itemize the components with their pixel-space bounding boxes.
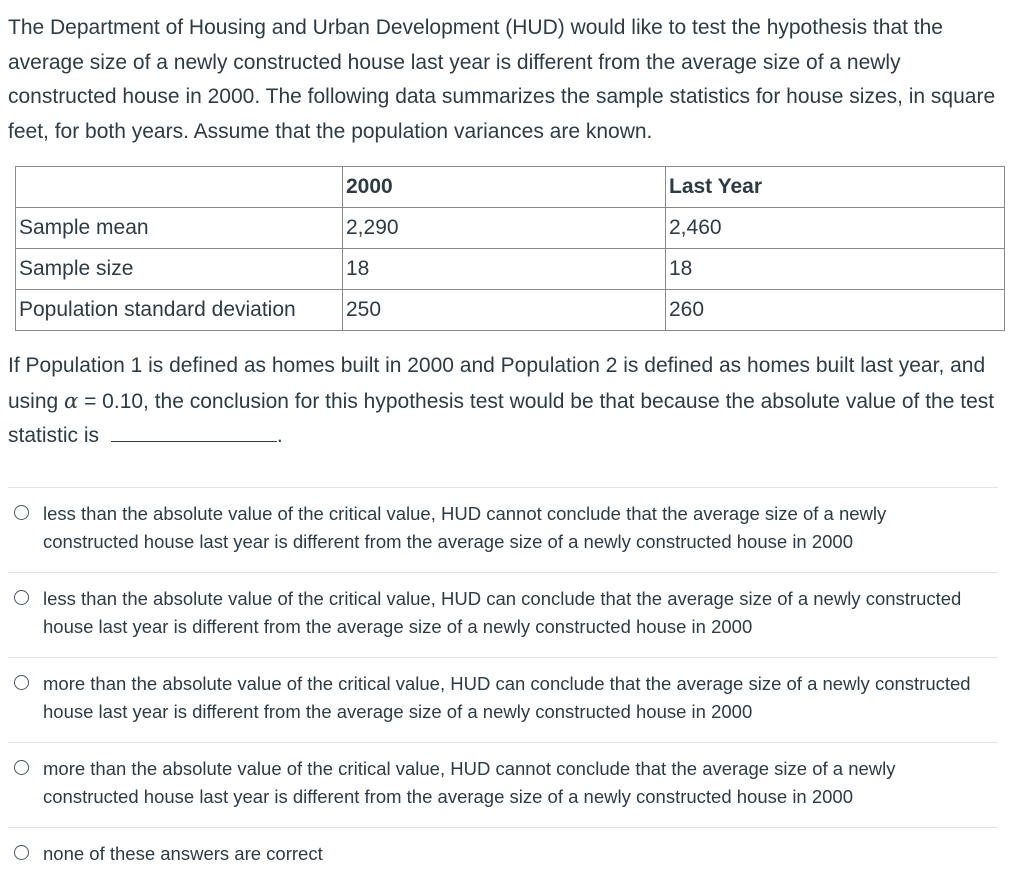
row-label: Sample mean [16, 208, 343, 249]
radio-button[interactable] [14, 675, 29, 690]
answer-text: none of these answers are correct [43, 843, 323, 864]
answer-blank [111, 423, 277, 442]
table-cell: 2,460 [666, 208, 1005, 249]
answer-text: more than the absolute value of the critical value, HUD can conclude that the average size of a newly constructed house last year is different from the average size of a newly constructed house in 2000 [43, 673, 971, 722]
table-header-row [16, 167, 1005, 208]
question-prompt [8, 349, 1008, 454]
answer-option[interactable] [8, 742, 998, 827]
alpha-symbol: α [64, 388, 79, 413]
question-end: . [276, 424, 283, 447]
row-label: Sample size [16, 249, 343, 290]
radio-button[interactable] [14, 505, 29, 520]
table-header-cell: Last Year [666, 167, 1005, 208]
table-cell: 260 [666, 290, 1005, 331]
answer-option[interactable] [8, 572, 998, 657]
table-row [16, 208, 1005, 249]
table-cell: 2,290 [343, 208, 666, 249]
sample-statistics-table [15, 166, 1005, 331]
table-cell: 250 [343, 290, 666, 331]
question-part2: = 0.10, the conclusion for this hypothesis test would be that because the absolute value of the test statistic is [8, 389, 995, 447]
table-header-cell: 2000 [343, 167, 666, 208]
answer-options [8, 487, 998, 878]
answer-option[interactable] [8, 657, 998, 742]
answer-option[interactable] [8, 487, 998, 572]
answer-text: less than the absolute value of the critical value, HUD cannot conclude that the average size of a newly constructed house last year is different from the average size of a newly constructed house in 2000 [43, 503, 887, 552]
table-cell: 18 [343, 249, 666, 290]
row-label: Population standard deviation [16, 290, 343, 331]
question-part1: If Population 1 is defined as homes built in 2000 and Population 2 is defined as homes built last year, and using [8, 354, 986, 413]
table-row [16, 290, 1005, 331]
table-header-cell [16, 167, 343, 208]
answer-option[interactable] [8, 827, 998, 878]
radio-button[interactable] [14, 845, 29, 860]
question-intro: The Department of Housing and Urban Development (HUD) would like to test the hypothesis that the average size of a newly constructed house last year is different from the average size of a newly constructed house in 2000. The following data summarizes the sample statistics for house sizes, in square feet, for both years. Assume that the population variances are known. [8, 16, 996, 143]
table-row [16, 249, 1005, 290]
table-cell: 18 [666, 249, 1005, 290]
answer-text: less than the absolute value of the critical value, HUD can conclude that the average size of a newly constructed house last year is different from the average size of a newly constructed house in 2000 [43, 588, 962, 637]
radio-button[interactable] [14, 590, 29, 605]
answer-text: more than the absolute value of the critical value, HUD cannot conclude that the average size of a newly constructed house last year is different from the average size of a newly constructed house in 2000 [43, 758, 896, 807]
radio-button[interactable] [14, 760, 29, 775]
